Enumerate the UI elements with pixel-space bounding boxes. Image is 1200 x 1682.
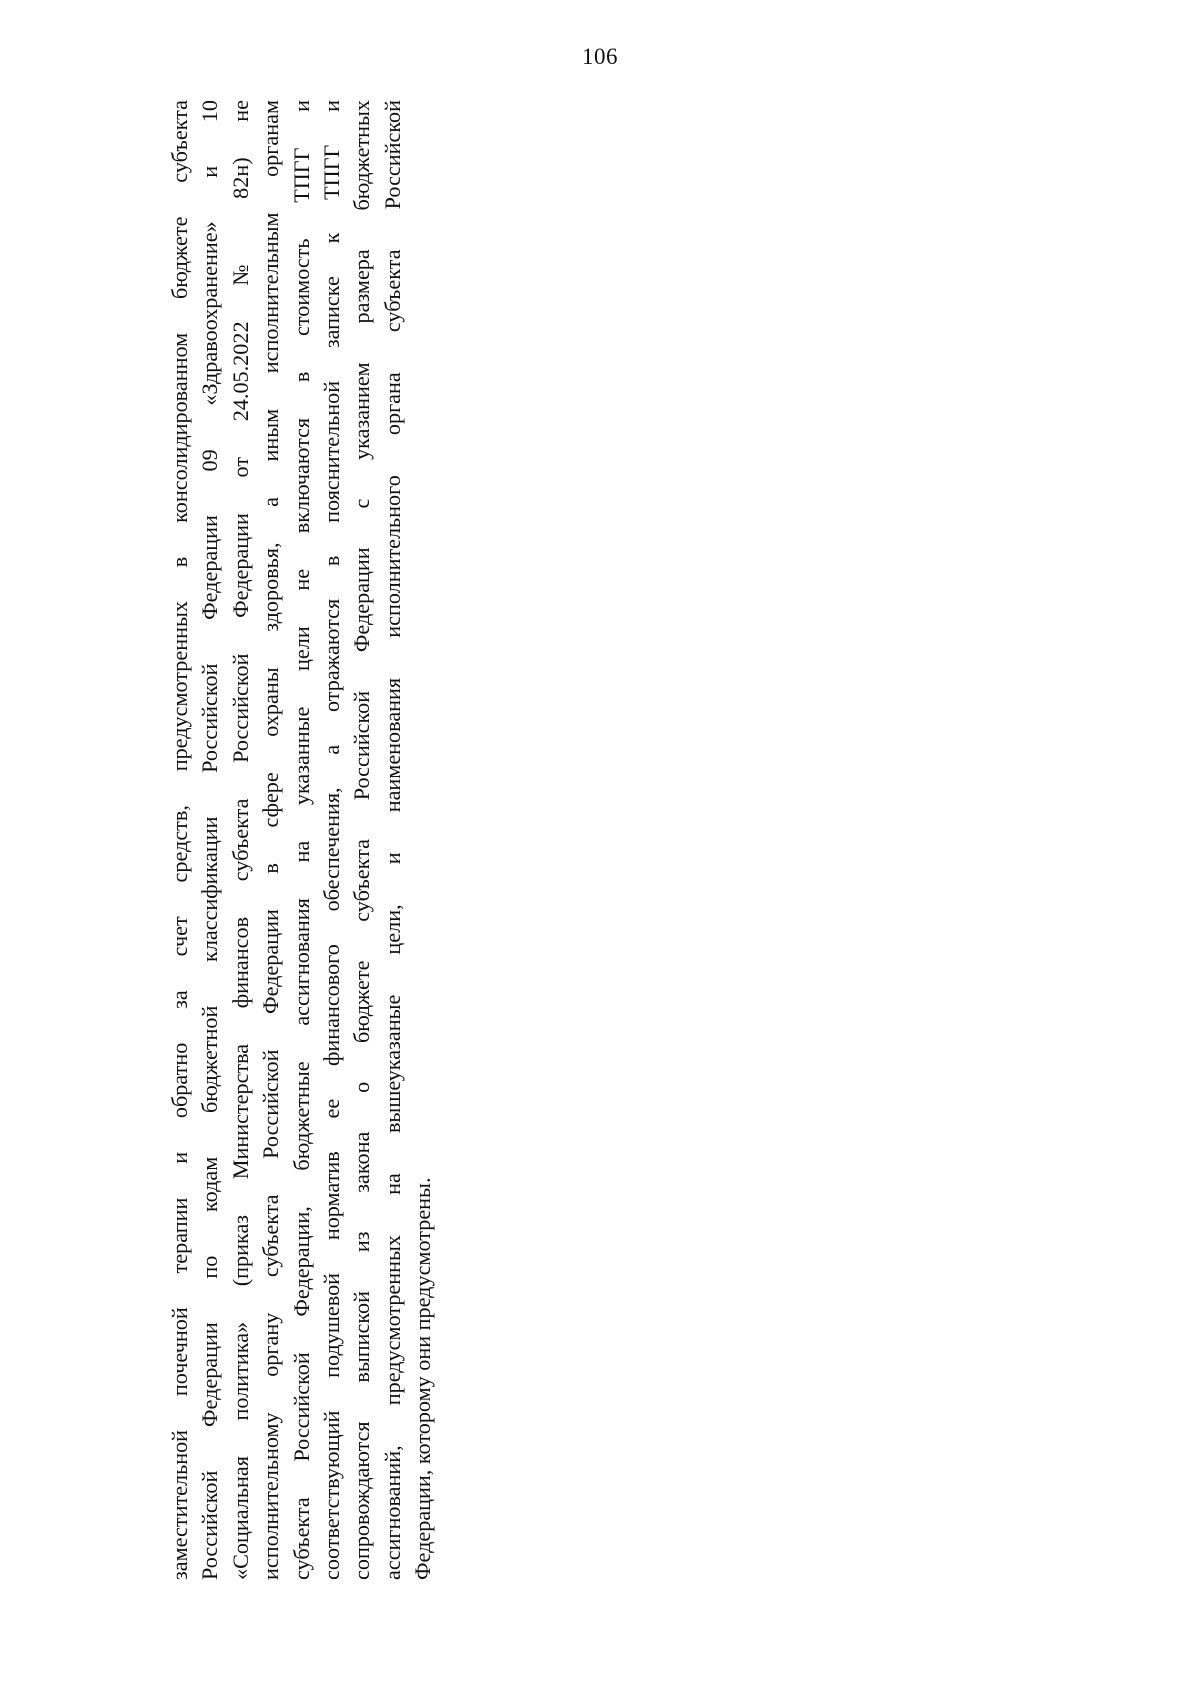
paragraph-line: ассигнований, предусмотренных на вышеуказаные цели, и наименования исполнительного органа субъекта Российской <box>379 100 405 1580</box>
paragraph-line: исполнительному органу субъекта Российской Федерации в сфере охраны здоровья, а иным исполнительным органам <box>258 100 284 1580</box>
page-number: 106 <box>582 44 618 69</box>
paragraph-line: «Социальная политика» (приказ Министерства финансов субъекта Российской Федерации от 24.05.2022 № 82н) не <box>227 100 253 1580</box>
paragraph-line: субъекта Российской Федерации, бюджетные ассигнования на указанные цели не включаются в стоимость ТПГГ и <box>288 100 314 1580</box>
body-paragraph <box>165 100 439 1580</box>
paragraph-line: Федерации, которому они предусмотрены. <box>410 1177 436 1580</box>
paragraph-line: Российской Федерации по кодам бюджетной классификации Российской Федерации 09 «Здравоохранение» и 10 <box>197 100 223 1580</box>
rotated-text-block <box>165 100 445 1580</box>
paragraph-line: соответствующий подушевой норматив ее финансового обеспечения, а отражаются в пояснительной записке к ТПГГ и <box>319 100 345 1580</box>
paragraph-line: сопровождаются выпиской из закона о бюджете субъекта Российской Федерации с указанием размера бюджетных <box>349 100 375 1580</box>
paragraph-line: заместительной почечной терапии и обратно за счет средств, предусмотренных в консолидированном бюджете субъекта <box>167 100 192 1580</box>
